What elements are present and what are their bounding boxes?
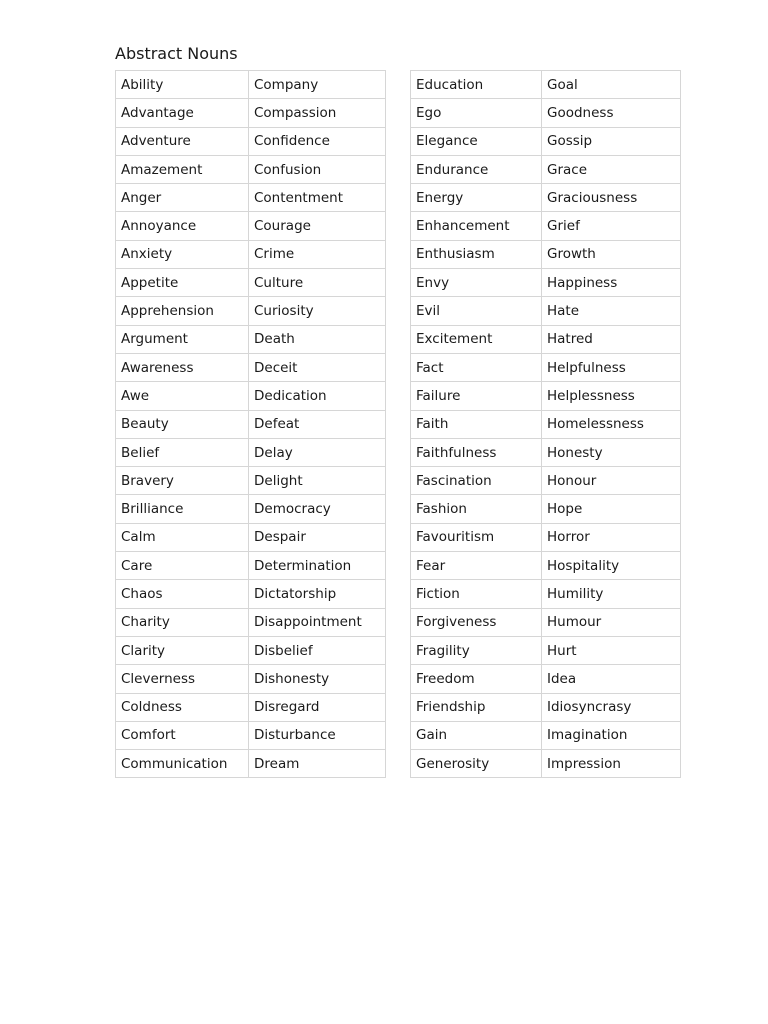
table-cell: Happiness bbox=[542, 269, 681, 297]
table-cell: Helpfulness bbox=[542, 353, 681, 381]
table-cell: Gain bbox=[411, 721, 542, 749]
table-row bbox=[411, 580, 681, 608]
table-cell: Fear bbox=[411, 552, 542, 580]
table-cell: Dream bbox=[249, 750, 386, 778]
table-row bbox=[116, 580, 386, 608]
table-row bbox=[116, 608, 386, 636]
table-cell: Disappointment bbox=[249, 608, 386, 636]
table-row bbox=[116, 127, 386, 155]
table-cell: Energy bbox=[411, 184, 542, 212]
table-cell: Company bbox=[249, 71, 386, 99]
table-cell: Education bbox=[411, 71, 542, 99]
table-cell: Dishonesty bbox=[249, 665, 386, 693]
table-cell: Horror bbox=[542, 523, 681, 551]
table-cell: Humour bbox=[542, 608, 681, 636]
table-cell: Imagination bbox=[542, 721, 681, 749]
table-cell: Impression bbox=[542, 750, 681, 778]
table-cell: Despair bbox=[249, 523, 386, 551]
table-row bbox=[411, 467, 681, 495]
table-row bbox=[116, 71, 386, 99]
table-cell: Enthusiasm bbox=[411, 240, 542, 268]
table-cell: Brilliance bbox=[116, 495, 249, 523]
table-cell: Determination bbox=[249, 552, 386, 580]
table-cell: Culture bbox=[249, 269, 386, 297]
table-cell: Fiction bbox=[411, 580, 542, 608]
table-cell: Compassion bbox=[249, 99, 386, 127]
table-cell: Disbelief bbox=[249, 636, 386, 664]
table-row bbox=[411, 636, 681, 664]
table-row bbox=[116, 410, 386, 438]
table-row bbox=[116, 240, 386, 268]
table-cell: Chaos bbox=[116, 580, 249, 608]
table-cell: Dictatorship bbox=[249, 580, 386, 608]
table-cell: Idea bbox=[542, 665, 681, 693]
table-cell: Disturbance bbox=[249, 721, 386, 749]
table-row bbox=[116, 438, 386, 466]
table-cell: Appetite bbox=[116, 269, 249, 297]
table-row bbox=[411, 325, 681, 353]
table-cell: Hate bbox=[542, 297, 681, 325]
table-row bbox=[411, 353, 681, 381]
table-cell: Democracy bbox=[249, 495, 386, 523]
table-cell: Dedication bbox=[249, 382, 386, 410]
table-row bbox=[411, 693, 681, 721]
table-row bbox=[116, 353, 386, 381]
table-cell: Fascination bbox=[411, 467, 542, 495]
table-cell: Honesty bbox=[542, 438, 681, 466]
table-row bbox=[116, 636, 386, 664]
table-cell: Hope bbox=[542, 495, 681, 523]
table-cell: Annoyance bbox=[116, 212, 249, 240]
table-cell: Care bbox=[116, 552, 249, 580]
table-cell: Endurance bbox=[411, 155, 542, 183]
table-cell: Hatred bbox=[542, 325, 681, 353]
table-cell: Contentment bbox=[249, 184, 386, 212]
table-cell: Courage bbox=[249, 212, 386, 240]
table-row bbox=[116, 750, 386, 778]
table-cell: Calm bbox=[116, 523, 249, 551]
table-cell: Delay bbox=[249, 438, 386, 466]
table-row bbox=[116, 523, 386, 551]
table-cell: Adventure bbox=[116, 127, 249, 155]
table-cell: Faith bbox=[411, 410, 542, 438]
table-cell: Helplessness bbox=[542, 382, 681, 410]
table-row bbox=[411, 721, 681, 749]
table-cell: Evil bbox=[411, 297, 542, 325]
table-cell: Growth bbox=[542, 240, 681, 268]
table-cell: Faithfulness bbox=[411, 438, 542, 466]
table-cell: Coldness bbox=[116, 693, 249, 721]
nouns-table-left bbox=[115, 70, 386, 778]
table-row bbox=[116, 552, 386, 580]
table-row bbox=[116, 99, 386, 127]
table-row bbox=[411, 750, 681, 778]
table-cell: Grief bbox=[542, 212, 681, 240]
table-cell: Communication bbox=[116, 750, 249, 778]
table-cell: Elegance bbox=[411, 127, 542, 155]
table-row bbox=[116, 693, 386, 721]
table-cell: Friendship bbox=[411, 693, 542, 721]
table-cell: Charity bbox=[116, 608, 249, 636]
table-cell: Confusion bbox=[249, 155, 386, 183]
table-row bbox=[411, 523, 681, 551]
table-cell: Belief bbox=[116, 438, 249, 466]
table-row bbox=[411, 99, 681, 127]
table-cell: Amazement bbox=[116, 155, 249, 183]
table-cell: Awareness bbox=[116, 353, 249, 381]
table-row bbox=[116, 297, 386, 325]
table-cell: Excitement bbox=[411, 325, 542, 353]
table-cell: Deceit bbox=[249, 353, 386, 381]
table-row bbox=[411, 608, 681, 636]
table-row bbox=[116, 212, 386, 240]
table-row bbox=[411, 127, 681, 155]
table-cell: Confidence bbox=[249, 127, 386, 155]
table-cell: Ego bbox=[411, 99, 542, 127]
table-row bbox=[411, 552, 681, 580]
table-row bbox=[116, 467, 386, 495]
table-row bbox=[411, 382, 681, 410]
table-row bbox=[411, 665, 681, 693]
table-cell: Homelessness bbox=[542, 410, 681, 438]
table-row bbox=[411, 184, 681, 212]
table-cell: Fact bbox=[411, 353, 542, 381]
table-cell: Awe bbox=[116, 382, 249, 410]
table-cell: Humility bbox=[542, 580, 681, 608]
table-cell: Comfort bbox=[116, 721, 249, 749]
nouns-table-right bbox=[410, 70, 681, 778]
table-cell: Anger bbox=[116, 184, 249, 212]
table-row bbox=[116, 325, 386, 353]
table-cell: Goodness bbox=[542, 99, 681, 127]
table-row bbox=[411, 155, 681, 183]
table-cell: Bravery bbox=[116, 467, 249, 495]
table-cell: Beauty bbox=[116, 410, 249, 438]
table-cell: Failure bbox=[411, 382, 542, 410]
table-cell: Goal bbox=[542, 71, 681, 99]
table-cell: Argument bbox=[116, 325, 249, 353]
table-cell: Ability bbox=[116, 71, 249, 99]
table-cell: Idiosyncrasy bbox=[542, 693, 681, 721]
table-cell: Advantage bbox=[116, 99, 249, 127]
table-row bbox=[411, 438, 681, 466]
table-cell: Disregard bbox=[249, 693, 386, 721]
table-cell: Hospitality bbox=[542, 552, 681, 580]
table-cell: Grace bbox=[542, 155, 681, 183]
table-row bbox=[116, 155, 386, 183]
table-row bbox=[411, 410, 681, 438]
table-cell: Fashion bbox=[411, 495, 542, 523]
table-cell: Envy bbox=[411, 269, 542, 297]
table-row bbox=[411, 297, 681, 325]
table-cell: Gossip bbox=[542, 127, 681, 155]
table-row bbox=[116, 665, 386, 693]
table-row bbox=[116, 184, 386, 212]
table-cell: Crime bbox=[249, 240, 386, 268]
table-row bbox=[116, 495, 386, 523]
table-cell: Cleverness bbox=[116, 665, 249, 693]
table-cell: Anxiety bbox=[116, 240, 249, 268]
table-cell: Clarity bbox=[116, 636, 249, 664]
table-cell: Forgiveness bbox=[411, 608, 542, 636]
table-cell: Generosity bbox=[411, 750, 542, 778]
table-row bbox=[411, 71, 681, 99]
table-cell: Freedom bbox=[411, 665, 542, 693]
table-cell: Graciousness bbox=[542, 184, 681, 212]
table-cell: Favouritism bbox=[411, 523, 542, 551]
table-row bbox=[116, 721, 386, 749]
table-cell: Honour bbox=[542, 467, 681, 495]
table-cell: Curiosity bbox=[249, 297, 386, 325]
table-row bbox=[411, 212, 681, 240]
table-cell: Defeat bbox=[249, 410, 386, 438]
table-cell: Death bbox=[249, 325, 386, 353]
table-row bbox=[116, 382, 386, 410]
table-cell: Delight bbox=[249, 467, 386, 495]
table-row bbox=[411, 269, 681, 297]
page-title: Abstract Nouns bbox=[115, 44, 238, 63]
table-row bbox=[411, 495, 681, 523]
table-cell: Fragility bbox=[411, 636, 542, 664]
table-row bbox=[411, 240, 681, 268]
table-row bbox=[116, 269, 386, 297]
table-cell: Apprehension bbox=[116, 297, 249, 325]
table-cell: Enhancement bbox=[411, 212, 542, 240]
table-cell: Hurt bbox=[542, 636, 681, 664]
